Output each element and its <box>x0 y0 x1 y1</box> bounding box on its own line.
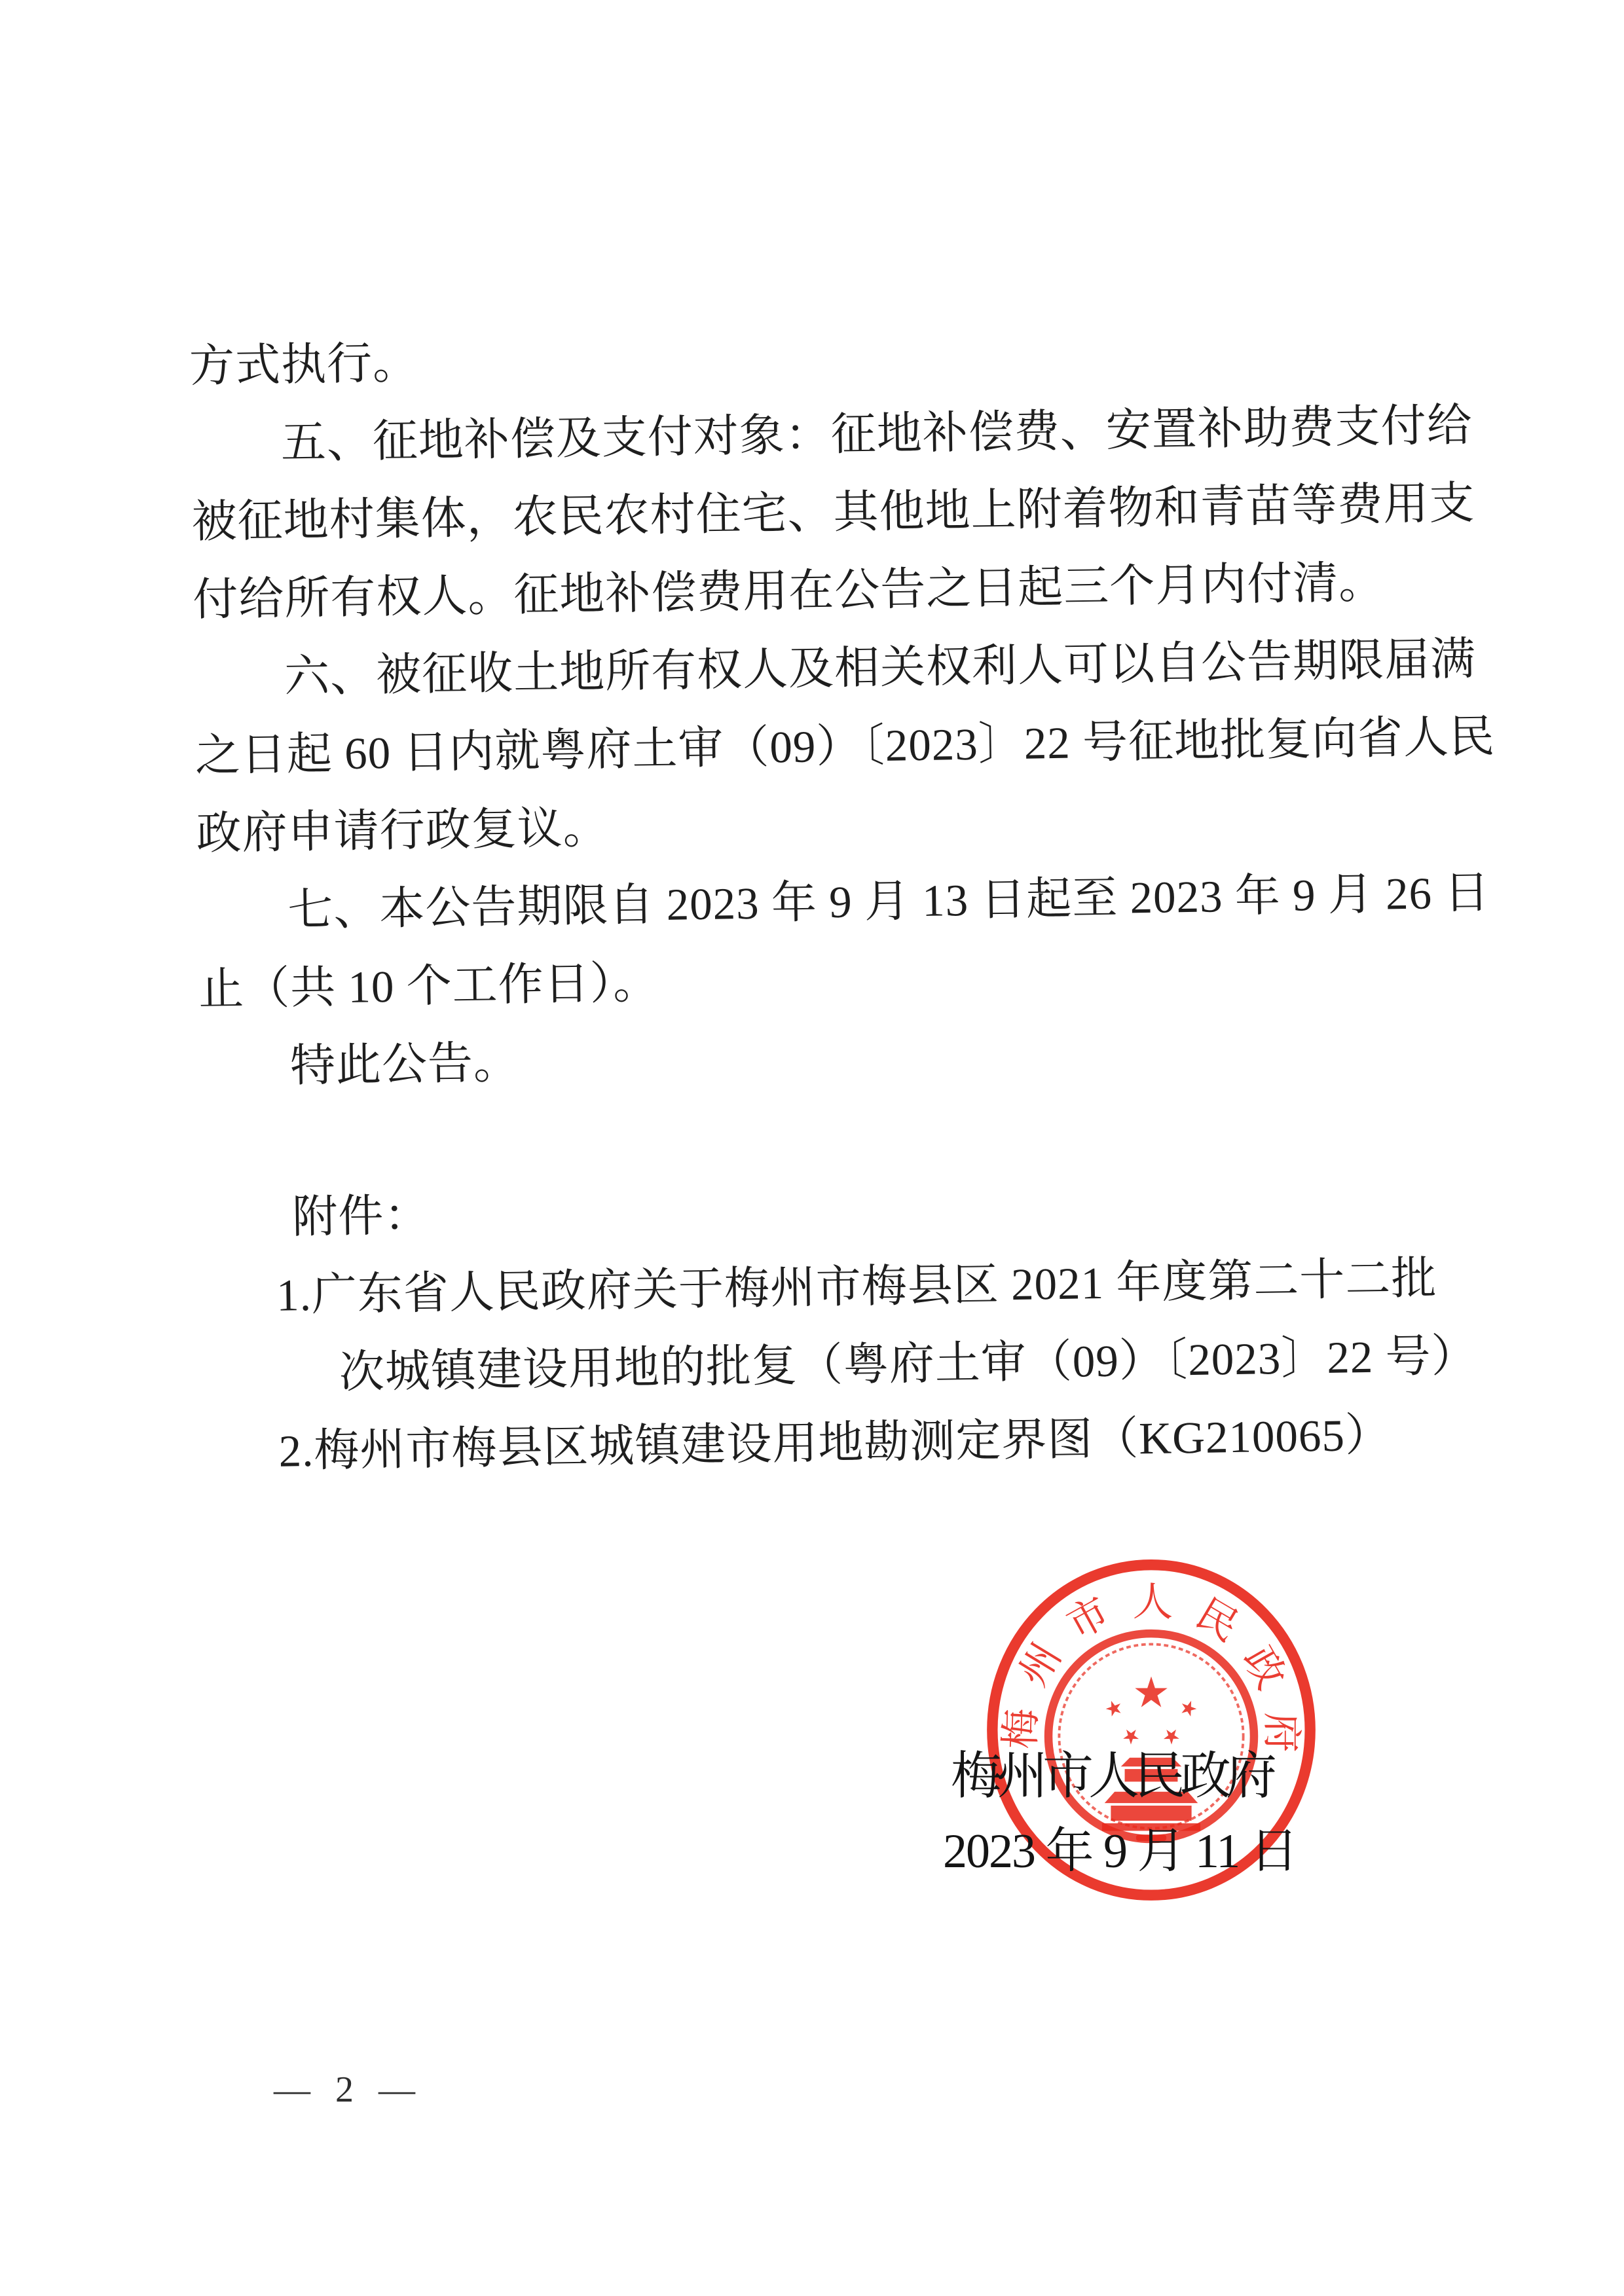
announcement-body <box>189 309 1496 1491</box>
page-number: — 2 — <box>274 2069 423 2110</box>
body-line: 止（共 10 个工作日）。 <box>198 958 659 1015</box>
body-line: 七、本公告期限自 2023 年 9 月 13 日起至 2023 年 9 月 26 日 <box>287 867 1490 936</box>
attachment-item: 2.梅州市梅县区城镇建设用地勘测定界图（KG210065） <box>278 1410 1392 1476</box>
attachments-section <box>202 1161 1478 1492</box>
body-line: 方式执行。 <box>189 338 419 392</box>
body-line: 五、征地补偿及支付对象：征地补偿费、安置补助费支付给 <box>280 400 1473 468</box>
body-line: 六、被征收土地所有权人及相关权利人可以自公告期限届满 <box>284 634 1477 702</box>
attachment-item: 1.广东省人民政府关于梅州市梅县区 2021 年度第二十二批 <box>276 1253 1437 1321</box>
body-line: 被征地村集体，农民农村住宅、其他地上附着物和青苗等费用支 <box>191 478 1475 547</box>
body-line: 特此公告。 <box>289 1038 520 1091</box>
attachment-item-continuation: 次城镇建设用地的批复（粤府土审（09）〔2023〕22 号） <box>339 1330 1478 1398</box>
seal-arc-text: 梅州市人民政府 <box>999 1580 1304 1753</box>
signature-date: 2023 年 9 月 11 日 <box>943 1825 1297 1878</box>
body-line: 付给所有权人。征地补偿费用在公告之日起三个月内付清。 <box>192 557 1385 625</box>
body-line: 之日起 60 日内就粤府土审（09）〔2023〕22 号征地批复向省人民 <box>194 712 1496 781</box>
body-line: 政府申请行政复议。 <box>196 803 610 859</box>
attachments-label: 附件： <box>291 1190 430 1243</box>
signature-authority: 梅州市人民政府 <box>951 1747 1272 1804</box>
